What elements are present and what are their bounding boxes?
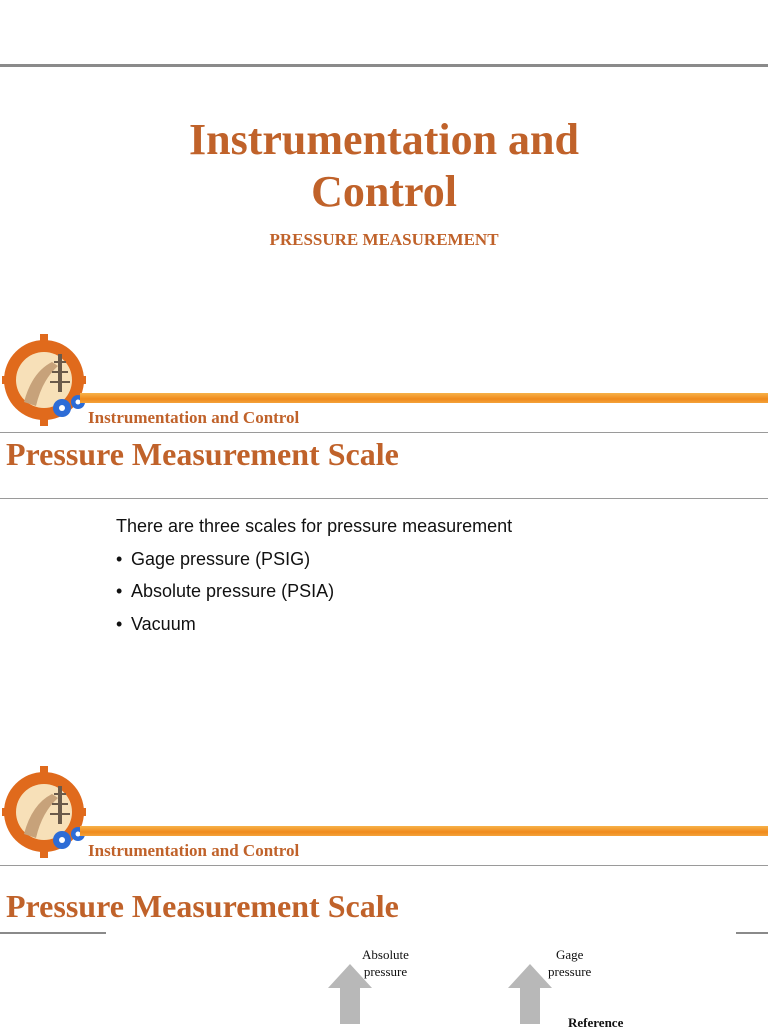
slide2-title-rule-right [736,932,768,934]
slide1-header-rule [0,432,768,433]
slide2-header-text: Instrumentation and Control [88,841,300,860]
college-logo-icon [2,332,98,428]
bullet-gage: • Gage pressure (PSIG) [116,549,512,582]
gage-pressure-label: Gage pressure [548,947,592,979]
slide2-header-rule [0,865,768,866]
bullet-absolute: • Absolute pressure (PSIA) [116,581,512,614]
cover-top-rule [0,64,768,67]
slide1-title: Pressure Measurement Scale [6,436,399,472]
cover-subtitle: PRESSURE MEASUREMENT [269,230,499,249]
cover-title-line2: Control [311,167,457,216]
reference-label: Reference [568,1015,624,1030]
bullet-vacuum: • Vacuum [116,614,512,647]
slide1-intro: There are three scales for pressure measurement [116,516,513,536]
slide2-title-rule-left [0,932,106,934]
absolute-pressure-label: Absolute pressure [362,947,409,979]
absolute-up-arrow-icon [328,964,372,1024]
slide1-body [116,516,512,646]
slide1-header-text: Instrumentation and Control [88,408,300,427]
slide2-orange-band [80,826,768,836]
gage-up-arrow-icon [508,964,552,1024]
slide1-title-rule [0,498,768,499]
cover-title-line1: Instrumentation and [189,115,579,164]
college-logo-icon-2 [2,764,98,860]
slide2-title: Pressure Measurement Scale [6,888,399,924]
slide1-orange-band [80,393,768,403]
